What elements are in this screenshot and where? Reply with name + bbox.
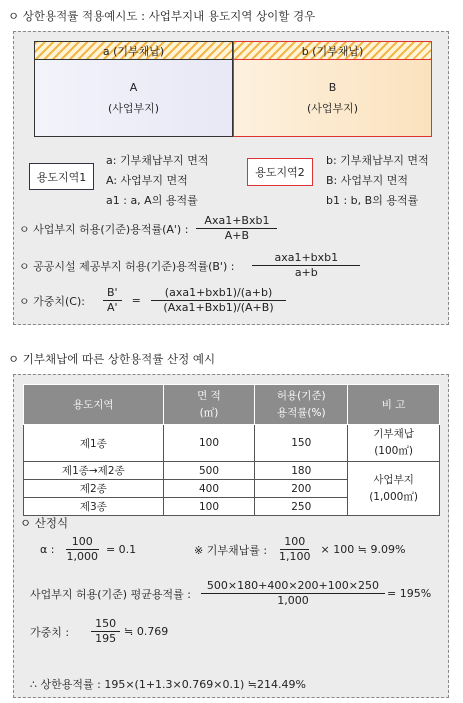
cell-zone: 제2종: [24, 480, 164, 498]
cell-ratio: 150: [255, 425, 348, 462]
legend2-line: b: 기부채납부지 면적: [326, 154, 429, 167]
header-area: 면 적 (㎡): [163, 385, 255, 425]
zone-diagram: [34, 41, 432, 137]
cell-note: 기부채납 (100㎡): [348, 425, 440, 462]
final-text: ∴ 상한용적률 : 195×(1+1.3×0.769×0.1) ≒214.49%: [30, 678, 306, 691]
legend2-line: b1 : b, B의 용적률: [326, 194, 419, 207]
average-fraction: [201, 579, 385, 608]
formula3: [19, 286, 286, 315]
formula3-equals: =: [131, 294, 141, 307]
weight-denominator: 195: [95, 632, 117, 645]
donation-result: × 100 ≒ 9.09%: [320, 543, 406, 556]
cell-area: 400: [163, 480, 255, 498]
zone-a-name: A: [129, 80, 138, 94]
formula3-denominator: (Axa1+Bxb1)/(A+B): [163, 301, 274, 314]
average-numerator: 500×180+400×200+100×250: [201, 579, 385, 594]
zone-a-site: [34, 60, 233, 137]
zone-b-site: [233, 60, 432, 137]
zone-a-sub: (사업부지): [107, 101, 160, 115]
zone-b-donation-label: b (기부채납): [301, 44, 364, 58]
donation-rate-formula: [194, 535, 405, 564]
calculation-box: [13, 374, 449, 698]
formula2-label: ㅇ 공공시설 제공부지 허용(기준)용적률(B') :: [19, 259, 235, 273]
cell-zone: 제3종: [24, 498, 164, 516]
formula1-numerator: Axa1+Bxb1: [196, 214, 277, 229]
formula1: [19, 214, 277, 243]
zone-a-donation-strip: [34, 41, 233, 60]
calculation-table: [23, 384, 440, 516]
average-label: 사업부지 허용(기준) 평균용적률 :: [30, 587, 191, 601]
final-result: [30, 676, 306, 692]
formula3-left-fraction: [103, 286, 122, 315]
legend2-line: B: 사업부지 면적: [326, 174, 409, 187]
formula3-right-fraction: [151, 286, 287, 315]
legend-zone1: [106, 151, 208, 211]
formula2-numerator: axa1+bxb1: [252, 251, 360, 266]
alpha-result: = 0.1: [105, 543, 137, 556]
table-row: [24, 462, 440, 480]
example-diagram-box: [13, 31, 449, 325]
section1-title: ㅇ 상한용적률 적용예시도 : 사업부지내 용도지역 상이할 경우: [8, 9, 316, 23]
zone-b-donation-strip: [233, 41, 432, 60]
legend-zone2: [326, 151, 429, 211]
donation-fraction: [277, 535, 313, 564]
weight-formula: [30, 617, 168, 646]
formula2-denominator: a+b: [294, 266, 318, 279]
alpha-label: α :: [40, 543, 55, 556]
zone-b-sub: (사업부지): [306, 101, 359, 115]
formula3-left-numerator: B': [103, 286, 122, 301]
cell-zone: 제1종→제2종: [24, 462, 164, 480]
formula2: [19, 251, 360, 280]
formula1-denominator: A+B: [224, 229, 250, 242]
donation-denominator: 1,100: [279, 550, 311, 563]
cell-zone: 제1종: [24, 425, 164, 462]
cell-ratio: 200: [255, 480, 348, 498]
alpha-fraction: [64, 535, 100, 564]
formula3-label: ㅇ 가중치(C):: [19, 294, 85, 308]
formula2-fraction: [252, 251, 360, 280]
cell-area: 100: [163, 498, 255, 516]
average-denominator: 1,000: [277, 594, 309, 607]
formula3-numerator: (axa1+bxb1)/(a+b): [151, 286, 287, 301]
formula3-left-denominator: A': [106, 301, 118, 314]
average-ratio-formula: [30, 579, 431, 608]
alpha-formula: [40, 535, 136, 564]
cell-ratio: 250: [255, 498, 348, 516]
cell-note: 사업부지 (1,000㎡): [348, 462, 440, 516]
header-note: 비 고: [348, 385, 440, 425]
zone2-label: 용도지역2: [247, 158, 313, 186]
weight-numerator: 150: [91, 617, 120, 632]
average-result: = 195%: [386, 587, 432, 600]
zone1-label: 용도지역1: [29, 163, 94, 190]
formula1-label: ㅇ 사업부지 허용(기준)용적률(A') :: [19, 222, 189, 236]
donation-label: ※ 기부채납률 :: [194, 543, 268, 557]
calc-title: ㅇ 산정식: [20, 516, 69, 530]
zone-b-name: B: [328, 80, 337, 94]
legend1-line: A: 사업부지 면적: [106, 174, 188, 187]
weight-label: 가중치 :: [30, 625, 70, 639]
cell-ratio: 180: [255, 462, 348, 480]
weight-result: ≒ 0.769: [124, 625, 169, 638]
header-ratio: 허용(기준) 용적률(%): [255, 385, 348, 425]
alpha-denominator: 1,000: [66, 550, 98, 563]
donation-numerator: 100: [280, 535, 309, 550]
legend1-line: a1 : a, A의 용적률: [106, 194, 198, 207]
header-zone: 용도지역: [24, 385, 164, 425]
alpha-numerator: 100: [66, 535, 99, 550]
zone-a-donation-label: a (기부채납): [102, 44, 165, 58]
table-row: [24, 425, 440, 462]
cell-area: 500: [163, 462, 255, 480]
formula1-fraction: [196, 214, 277, 243]
legend1-line: a: 기부채납부지 면적: [106, 154, 209, 167]
section2-title: ㅇ 기부채납에 따른 상한용적률 산정 예시: [8, 352, 216, 366]
cell-area: 100: [163, 425, 255, 462]
weight-fraction: [91, 617, 120, 646]
